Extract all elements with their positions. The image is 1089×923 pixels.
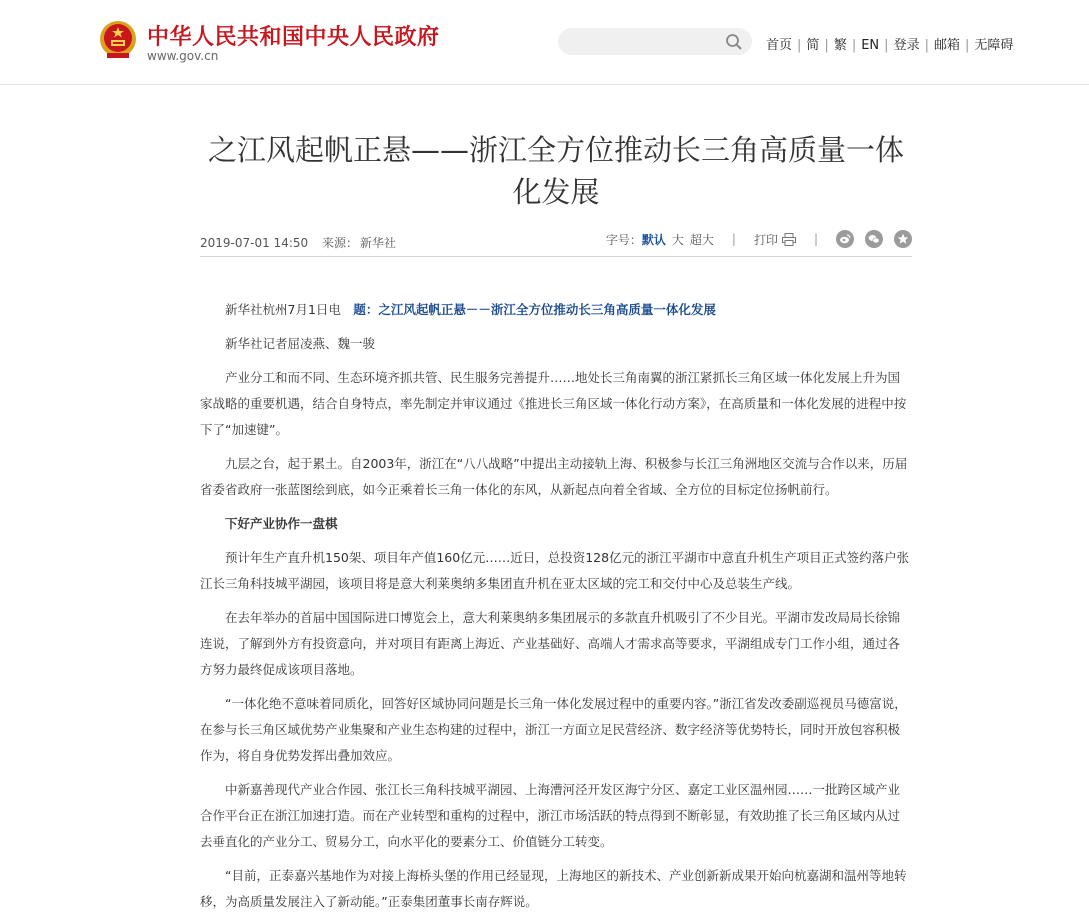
national-emblem-icon[interactable] [99, 20, 137, 60]
search-icon[interactable] [725, 33, 743, 51]
paragraph: 预计年生产直升机150架、项目年产值160亿元……近日，总投资128亿元的浙江平湖市中意直升机生产项目正式签约落户张江长三角科技城平湖园，该项目将是意大利莱奥纳多集团直升机在亚太区域的完工和交付中心及总装生产线。 [200, 550, 910, 591]
paragraph: “一体化绝不意味着同质化，回答好区域协同问题是长三角一体化发展过程中的重要内容。”浙江省发改委副巡视员马德富说，在参与长三角区域优势产业集聚和产业生态构建的过程中，浙江一方面立足民营经济、数字经济等优势特长，同时开放包容积极作为，将自身优势发挥出叠加效应。 [200, 696, 907, 763]
print-button[interactable] [754, 231, 796, 248]
top-nav [766, 34, 1013, 53]
section-heading: 下好产业协作一盘棋 [225, 516, 338, 531]
article-title-line1: 之江风起帆正悬——浙江全方位推动长三角高质量一体 [207, 133, 904, 167]
article-title-line2: 化发展 [512, 175, 600, 209]
share-wechat-button[interactable] [865, 230, 883, 248]
source-label: 来源： [321, 236, 358, 250]
source-name: 新华社 [359, 236, 396, 250]
search-input[interactable] [558, 28, 752, 55]
nav-home[interactable]: 首页 [766, 38, 793, 53]
nav-traditional[interactable]: 繁 [833, 38, 847, 53]
nav-english[interactable]: EN [861, 38, 880, 53]
meta-divider: | [731, 232, 736, 246]
site-header [0, 0, 1089, 85]
favorite-star-icon [897, 233, 909, 245]
nav-mail[interactable]: 邮箱 [933, 38, 960, 53]
nav-separator: | [797, 38, 802, 53]
print-label: 打印 [753, 232, 778, 247]
share-weibo-button[interactable] [836, 230, 854, 248]
paragraph: “目前，正泰嘉兴基地作为对接上海桥头堡的作用已经显现，上海地区的新技术、产业创新新成果开始向杭嘉湖和温州等地转移，为高质量发展注入了新动能。”正泰集团董事长南存辉说。 [200, 868, 907, 909]
paragraph: 在去年举办的首届中国国际进口博览会上，意大利莱奥纳多集团展示的多款直升机吸引了不少目光。平湖市发改局局长徐锦连说，了解到外方有投资意向，并对项目有距离上海近、产业基础好、高端人才需求高等要求，平湖组成专门工作小组，通过各方努力最终促成该项目落地。 [200, 610, 901, 677]
lead-prefix: 新华社杭州7月1日电 [225, 302, 354, 317]
font-size-label: 字号： [605, 232, 642, 247]
nav-separator: | [964, 38, 970, 53]
printer-icon [782, 233, 796, 246]
nav-separator: | [851, 38, 857, 53]
nav-separator: | [884, 38, 889, 53]
nav-simplified[interactable]: 简 [806, 38, 820, 53]
reporters: 新华社记者屈凌燕、魏一骏 [225, 336, 376, 351]
nav-separator: | [924, 38, 929, 53]
article-title [200, 129, 912, 213]
site-url: www.gov.cn [147, 49, 219, 63]
font-size-default[interactable]: 默认 [641, 232, 666, 247]
lead-paragraph [200, 297, 912, 323]
favorite-button[interactable] [894, 230, 912, 248]
paragraph: 中新嘉善现代产业合作园、张江长三角科技城平湖园、上海漕河泾开发区海宁分区、嘉定工业区温州园……一批跨区域产业合作平台正在浙江加速打造。而在产业转型和重构的过程中，浙江市场活跃的特点得到不断彰显，有效助推了长三角区域内从过去垂直化的产业分工、贸易分工，向水平化的要素分工、价值链分工转变。 [200, 782, 901, 849]
font-size-large[interactable]: 大 [671, 232, 684, 247]
nav-login[interactable]: 登录 [893, 38, 920, 53]
meta-divider: | [813, 232, 818, 246]
article-meta [200, 226, 912, 257]
publish-date: 2019-07-01 14:50 [200, 236, 309, 250]
site-name[interactable]: 中华人民共和国中央人民政府 [147, 25, 440, 50]
nav-separator: | [824, 38, 829, 53]
paragraph: 产业分工和而不同、生态环境齐抓共管、民生服务完善提升……地处长三角南翼的浙江紧抓长三角区域一体化发展上升为国家战略的重要机遇，结合自身特点，率先制定并审议通过《推进长三角区域一体化行动方案》，在高质量和一体化发展的进程中按下了“加速键”。 [200, 370, 907, 437]
wechat-icon [868, 233, 880, 245]
weibo-icon [839, 233, 851, 245]
font-size-xlarge[interactable]: 超大 [689, 232, 714, 247]
nav-accessibility[interactable]: 无障碍 [974, 38, 1014, 53]
lead-headline: 题：之江风起帆正悬－－浙江全方位推动长三角高质量一体化发展 [353, 302, 716, 317]
article-body [200, 297, 912, 923]
paragraph: 九层之台，起于累土。自2003年，浙江在“八八战略”中提出主动接轨上海、积极参与长江三角洲地区交流与合作以来，历届省委省政府一张蓝图绘到底，如今正乘着长三角一体化的东风，从新起点向着全省域、全方位的目标定位扬帆前行。 [200, 456, 908, 497]
